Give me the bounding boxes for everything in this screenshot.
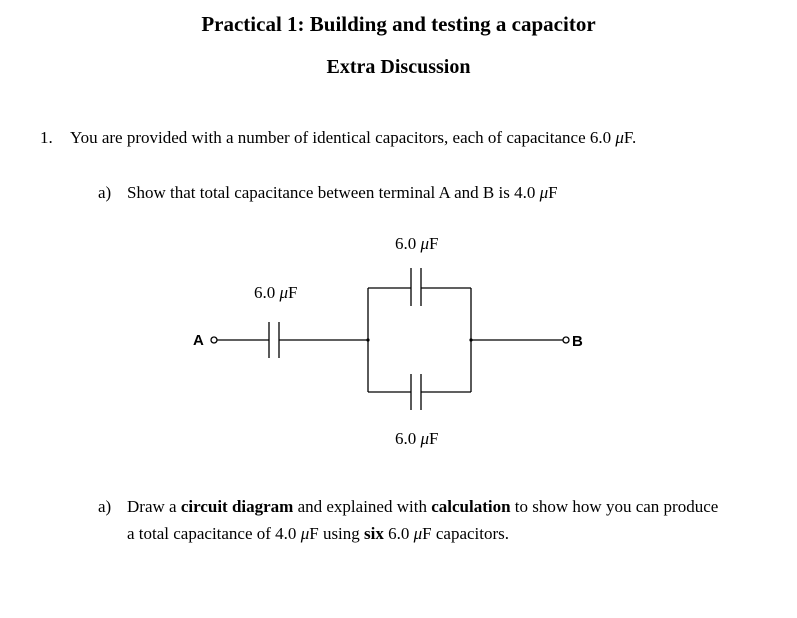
terminal-a-node (211, 337, 217, 343)
cap-unit: F (288, 283, 298, 302)
junction-dot (469, 338, 472, 341)
mu-symbol: μ (420, 234, 430, 253)
cap-top-label (395, 234, 439, 253)
text-seg: a total capacitance of 4.0 (127, 524, 301, 543)
part-a-text-part: F (548, 183, 558, 202)
cap-unit: F (429, 234, 439, 253)
text-seg: F using (309, 524, 365, 543)
question-text-part: F. (623, 128, 637, 147)
cap-value: 6.0 (395, 234, 421, 253)
text-seg: Draw a (127, 497, 181, 516)
mu-symbol: μ (539, 183, 549, 202)
mu-symbol: μ (413, 524, 423, 543)
junction-dot (366, 338, 369, 341)
text-seg: 6.0 (383, 524, 414, 543)
cap-unit: F (429, 429, 439, 448)
mu-symbol: μ (300, 524, 310, 543)
text-seg: F capacitors. (422, 524, 510, 543)
part-a2-label: a) (98, 497, 112, 516)
part-a-text-part: Show that total capacitance between terminal A and B is 4.0 (127, 183, 540, 202)
page-title: Practical 1: Building and testing a capacitor (201, 12, 596, 36)
question-text-part: You are provided with a number of identical capacitors, each of capacitance 6.0 (70, 128, 616, 147)
part-a2-line2 (127, 524, 509, 544)
mu-symbol: μ (615, 128, 624, 147)
mu-symbol: μ (420, 429, 430, 448)
question-number: 1. (40, 128, 53, 147)
terminal-b-node (563, 337, 569, 343)
terminal-a-label: A (193, 332, 204, 349)
part-a-label: a) (98, 183, 112, 202)
bold-text: six (364, 524, 384, 543)
terminal-b-label: B (572, 333, 583, 350)
cap-value: 6.0 (254, 283, 280, 302)
cap-series-label (254, 283, 298, 302)
page-subtitle: Extra Discussion (326, 56, 471, 78)
cap-value: 6.0 (395, 429, 421, 448)
bold-text: calculation (431, 497, 511, 516)
bold-text: circuit diagram (180, 497, 294, 516)
text-seg: to show how you can produce (510, 497, 719, 516)
cap-bottom-label (395, 429, 439, 448)
mu-symbol: μ (279, 283, 289, 302)
part-a2-line1 (127, 497, 718, 517)
text-seg: and explained with (293, 497, 432, 516)
